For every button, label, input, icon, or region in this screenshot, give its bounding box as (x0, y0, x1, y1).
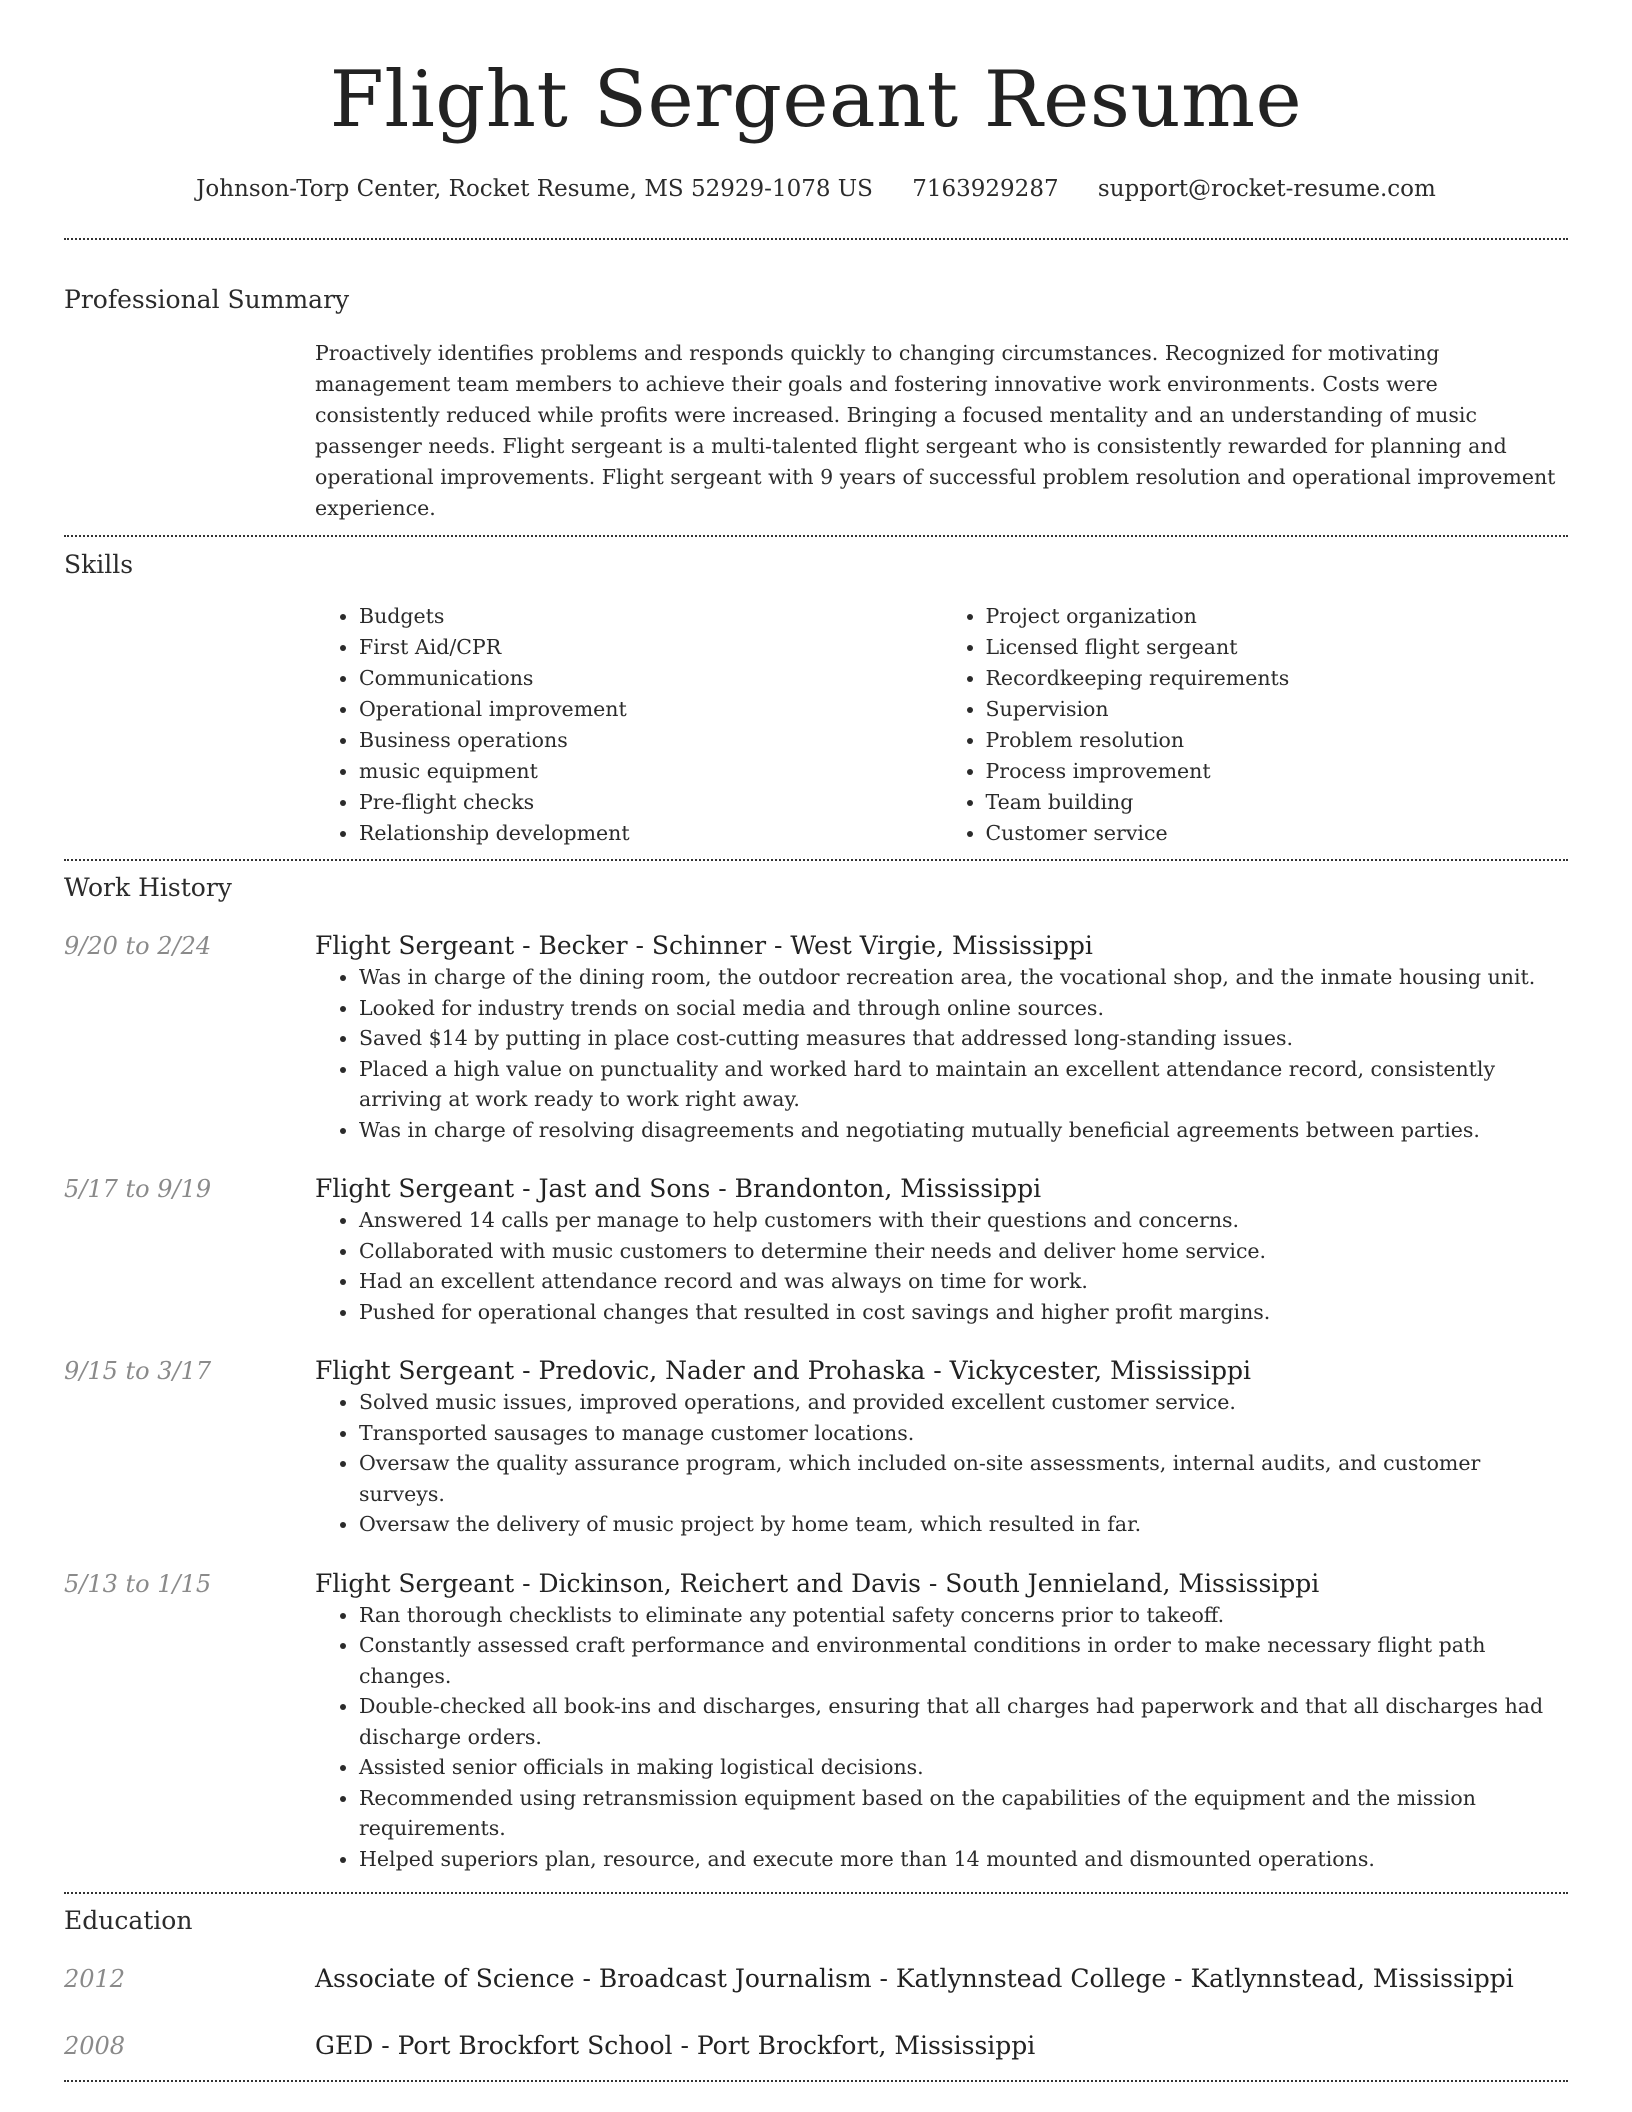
job-entry (64, 1173, 1568, 1327)
divider (64, 859, 1568, 861)
skill-item: • Team building (986, 787, 1569, 818)
job-heading: Flight Sergeant - Dickinson, Reichert and Davis - South Jennieland, Mississippi (315, 1568, 1320, 1598)
job-bullet: • Transported sausages to manage customer locations. (359, 1418, 1568, 1449)
skills-section (64, 549, 1568, 849)
job-bullets (315, 962, 1568, 1145)
job-dates: 9/15 to 3/17 (64, 1357, 212, 1385)
skill-item: • Operational improvement (359, 694, 942, 725)
skill-item: • music equipment (359, 756, 942, 787)
skill-item: • Communications (359, 663, 942, 694)
job-bullet: • Answered 14 calls per manage to help customers with their questions and concerns. (359, 1205, 1568, 1236)
job-entry (64, 930, 1568, 1145)
divider (64, 1892, 1568, 1894)
skill-item: • Business operations (359, 725, 942, 756)
job-heading: Flight Sergeant - Becker - Schinner - West Virgie, Mississippi (315, 931, 1093, 960)
contact-address: Johnson-Torp Center, Rocket Resume, MS 52929-1078 US (196, 176, 873, 202)
job-bullet: • Looked for industry trends on social media and through online sources. (359, 993, 1568, 1024)
work-history-section (64, 872, 1568, 1874)
education-year: 2008 (64, 2032, 126, 2060)
summary-heading: Professional Summary (64, 285, 350, 314)
summary-text: Proactively identifies problems and responds quickly to changing circumstances. Recognized for motivating management team members to achieve their goals and fostering innovative work environments. Costs were consistently reduced while profits were increased. Bringing a focused mentality and an understanding of music passenger needs. Flight sergeant is a multi-talented flight sergeant who is consistently rewarded for planning and operational improvements. Flight sergeant with 9 years of successful problem resolution and operational improvement experience. (315, 341, 1556, 520)
summary-section (64, 284, 1568, 524)
skill-item: • Supervision (986, 694, 1569, 725)
skill-item: • Problem resolution (986, 725, 1569, 756)
job-bullet: • Was in charge of resolving disagreements and negotiating mutually beneficial agreements between parties. (359, 1115, 1568, 1146)
skill-item: • Project organization (986, 601, 1569, 632)
education-entry (64, 2030, 1568, 2062)
divider (64, 535, 1568, 537)
job-bullet: • Was in charge of the dining room, the outdoor recreation area, the vocational shop, and the inmate housing unit. (359, 962, 1568, 993)
job-bullet: • Solved music issues, improved operations, and provided excellent customer service. (359, 1387, 1568, 1418)
education-heading-line: Associate of Science - Broadcast Journalism - Katlynnstead College - Katlynnstead, Mississippi (315, 1964, 1514, 1993)
skill-item: • Budgets (359, 601, 942, 632)
job-bullet: • Collaborated with music customers to determine their needs and deliver home service. (359, 1236, 1568, 1267)
skill-item: • Customer service (986, 818, 1569, 849)
skills-list-left (315, 601, 942, 849)
job-bullet: • Saved $14 by putting in place cost-cutting measures that addressed long-standing issues. (359, 1023, 1568, 1054)
job-bullet: • Oversaw the quality assurance program, which included on-site assessments, internal audits, and customer surveys. (359, 1448, 1568, 1509)
education-heading-line: GED - Port Brockfort School - Port Brockfort, Mississippi (315, 2031, 1036, 2060)
contact-email: support@rocket-resume.com (1097, 176, 1436, 202)
skill-item: • Process improvement (986, 756, 1569, 787)
contact-line (64, 174, 1568, 204)
job-bullet: • Oversaw the delivery of music project by home team, which resulted in far. (359, 1509, 1568, 1540)
job-bullets (315, 1600, 1568, 1875)
job-entry (64, 1568, 1568, 1875)
job-bullet: • Helped superiors plan, resource, and execute more than 14 mounted and dismounted operations. (359, 1844, 1568, 1875)
contact-phone: 7163929287 (912, 176, 1059, 202)
job-bullet: • Double-checked all book-ins and discharges, ensuring that all charges had paperwork and that all discharges had discharge orders. (359, 1691, 1568, 1752)
skill-item: • Recordkeeping requirements (986, 663, 1569, 694)
skills-list-right (942, 601, 1569, 849)
skill-item: • Pre-flight checks (359, 787, 942, 818)
job-dates: 9/20 to 2/24 (64, 932, 212, 960)
job-bullet: • Recommended using retransmission equipment based on the capabilities of the equipment and the mission requirements. (359, 1783, 1568, 1844)
job-bullet: • Assisted senior officials in making logistical decisions. (359, 1752, 1568, 1783)
job-bullet: • Placed a high value on punctuality and worked hard to maintain an excellent attendance record, consistently arriving at work ready to work right away. (359, 1054, 1568, 1115)
job-entry (64, 1355, 1568, 1540)
skills-heading: Skills (64, 550, 134, 579)
job-heading: Flight Sergeant - Jast and Sons - Brandonton, Mississippi (315, 1174, 1042, 1203)
resume-title: Flight Sergeant Resume (329, 55, 1303, 145)
job-bullet: • Had an excellent attendance record and was always on time for work. (359, 1266, 1568, 1297)
work-history-heading: Work History (64, 873, 232, 902)
skill-item: • Licensed flight sergeant (986, 632, 1569, 663)
job-dates: 5/17 to 9/19 (64, 1175, 212, 1203)
education-heading: Education (64, 1906, 193, 1935)
job-bullet: • Constantly assessed craft performance and environmental conditions in order to make necessary flight path changes. (359, 1630, 1568, 1691)
skill-item: • First Aid/CPR (359, 632, 942, 663)
job-dates: 5/13 to 1/15 (64, 1569, 212, 1598)
divider (64, 238, 1568, 240)
divider (64, 2080, 1568, 2082)
job-heading: Flight Sergeant - Predovic, Nader and Prohaska - Vickycester, Mississippi (315, 1356, 1251, 1385)
education-year: 2012 (64, 1965, 126, 1993)
job-bullets (315, 1205, 1568, 1327)
job-bullet: • Pushed for operational changes that resulted in cost savings and higher profit margins. (359, 1297, 1568, 1328)
education-section (64, 1905, 1568, 2062)
job-bullets (315, 1387, 1568, 1540)
job-bullet: • Ran thorough checklists to eliminate any potential safety concerns prior to takeoff. (359, 1600, 1568, 1631)
skill-item: • Relationship development (359, 818, 942, 849)
education-entry (64, 1963, 1568, 1995)
